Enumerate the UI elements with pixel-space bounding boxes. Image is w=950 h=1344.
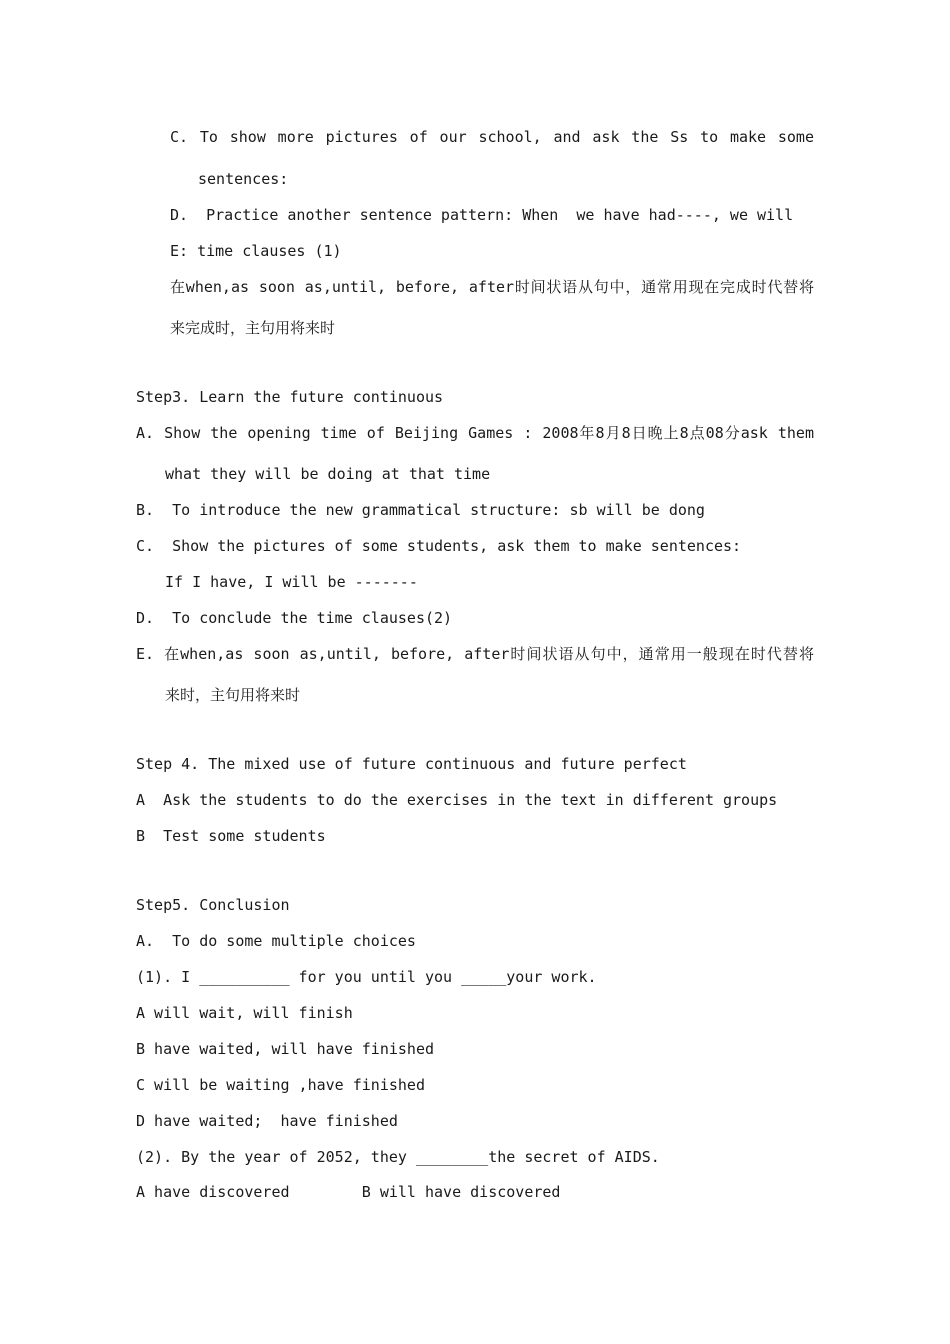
note-line1: 在when,as soon as,until, before, after时间状语从句中，通常用现在完成时代替将 bbox=[170, 278, 814, 296]
question-2-options-ab: A have discovered B will have discovered bbox=[136, 1183, 561, 1201]
step4-heading: Step 4. The mixed use of future continuous and future perfect bbox=[136, 755, 687, 773]
note-line2: 来完成时，主句用将来时 bbox=[170, 319, 336, 337]
step3-item-c: C. Show the pictures of some students, ask them to make sentences: bbox=[136, 537, 742, 555]
question-1-option-c: C will be waiting ,have finished bbox=[136, 1076, 425, 1094]
item-e: E: time clauses (1) bbox=[170, 242, 342, 260]
step3-item-b: B. To introduce the new grammatical structure: sb will be dong bbox=[136, 501, 705, 519]
step3-item-e-line1: E. 在when,as soon as,until, before, after时间状语从句中，通常用一般现在时代替将 bbox=[136, 645, 814, 663]
question-1-option-b: B have waited, will have finished bbox=[136, 1040, 435, 1058]
step3-item-e-line2: 来时，主句用将来时 bbox=[165, 686, 301, 704]
question-1: (1). I __________ for you until you _____your work. bbox=[136, 968, 597, 986]
question-1-option-a: A will wait, will finish bbox=[136, 1004, 353, 1022]
item-d: D. Practice another sentence pattern: When we have had----, we will bbox=[170, 206, 794, 224]
step4-item-b: B Test some students bbox=[136, 827, 326, 845]
step3-item-c-sub: If I have, I will be ------- bbox=[165, 573, 418, 591]
step3-item-a-line1: A. Show the opening time of Beijing Games : 2008年8月8日晚上8点08分ask them bbox=[136, 424, 814, 442]
step5-heading: Step5. Conclusion bbox=[136, 896, 290, 914]
question-2: (2). By the year of 2052, they ________the secret of AIDS. bbox=[136, 1148, 660, 1166]
step5-item-a: A. To do some multiple choices bbox=[136, 932, 416, 950]
step4-item-a: A Ask the students to do the exercises in the text in different groups bbox=[136, 791, 778, 809]
question-1-option-d: D have waited; have finished bbox=[136, 1112, 398, 1130]
step3-item-d: D. To conclude the time clauses(2) bbox=[136, 609, 453, 627]
step3-heading: Step3. Learn the future continuous bbox=[136, 388, 444, 406]
step3-item-a-line2: what they will be doing at that time bbox=[165, 465, 491, 483]
item-c-line1: C. To show more pictures of our school, and ask the Ss to make some bbox=[170, 128, 814, 146]
item-c-line2: sentences: bbox=[198, 170, 289, 188]
